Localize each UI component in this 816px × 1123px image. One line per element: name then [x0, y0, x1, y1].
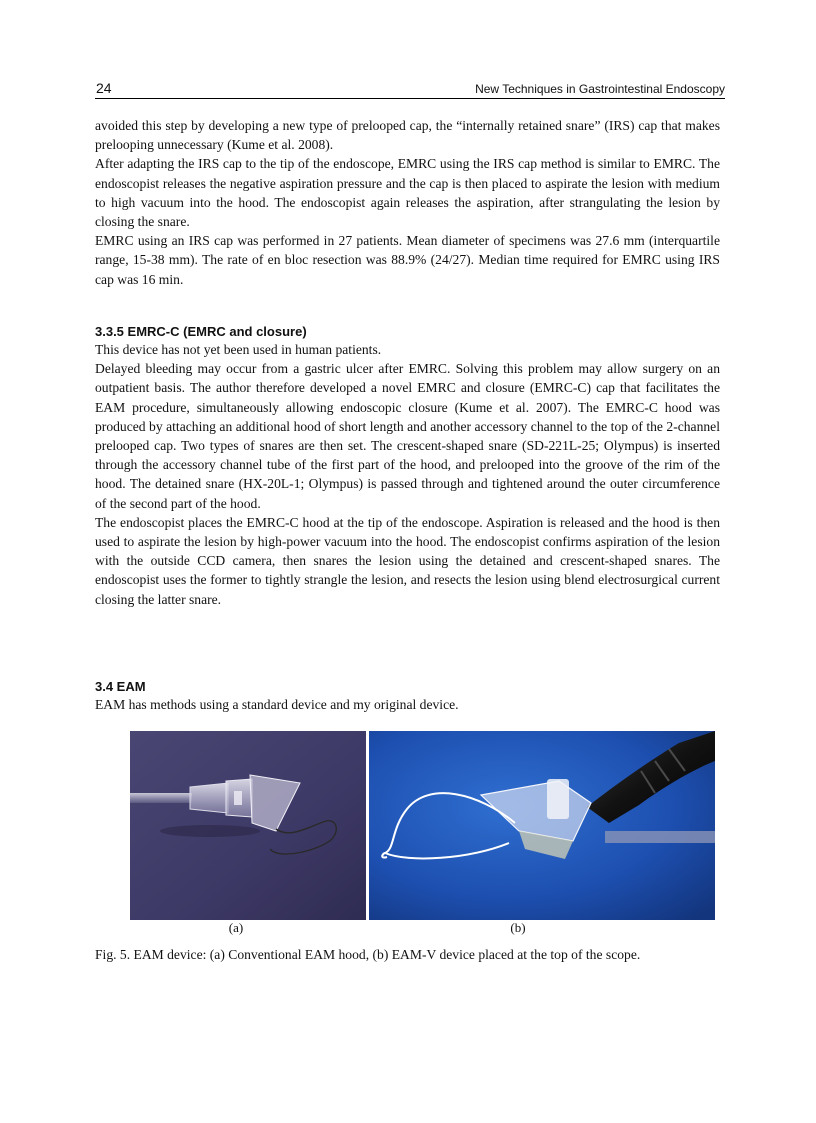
photo-eam-v-device [369, 731, 715, 920]
section-3-4 [95, 678, 720, 696]
running-title: New Techniques in Gastrointestinal Endoscopy [475, 82, 725, 96]
paragraph: EAM has methods using a standard device and my original device. [95, 697, 459, 712]
paragraph: This device has not yet been used in human patients. [95, 342, 382, 357]
paragraph: avoided this step by developing a new type of prelooped cap, the “internally retained snare” (IRS) cap that makes prelooping unnecessary (Kume et al. 2008). [95, 118, 720, 153]
paragraph: EMRC using an IRS cap was performed in 27 patients. Mean diameter of specimens was 27.6 mm (interquartile range, 15-38 mm). The rate of en bloc resection was 88.9% (24/27). Median time required for EMRC using IRS cap was 16 min. [95, 233, 720, 287]
section-heading: 3.3.5 EMRC-C (EMRC and closure) [95, 324, 307, 339]
eam-hood-image [130, 731, 366, 920]
irs-cap-text [95, 116, 720, 289]
running-header [95, 80, 725, 99]
emrc-c-text [95, 340, 720, 609]
eam-text [95, 695, 720, 714]
photo-conventional-eam-hood [130, 731, 366, 920]
page-number: 24 [96, 80, 112, 96]
section-3-3-5 [95, 323, 720, 341]
paragraph: Delayed bleeding may occur from a gastric ulcer after EMRC. Solving this problem may allow surgery on an outpatient basis. The author therefore developed a novel EMRC and closure (EMRC-C) cap that facilitates the EAM procedure, simultaneously allowing endoscopic closure (Kume et al. 2007). The EMRC-C hood was produced by attaching an additional hood of short length and another accessory channel to the top of the 2-channel prelooped cap. Two types of snares are then set. The crescent-shaped snare (SD-221L-25; Olympus) is inserted through the accessory channel tube of the first part of the hood, and prelooped into the groove of the rim of the hood. The detained snare (HX-20L-1; Olympus) is passed through and tightened around the outer circumference of the second part of the hood. [95, 361, 720, 511]
paragraph: The endoscopist places the EMRC-C hood at the tip of the endoscope. Aspiration is released and the hood is then used to aspirate the lesion by high-power vacuum into the hood. The endoscopist confirms aspiration of the lesion with the outside CCD camera, then snares the lesion using the detained and crescent-shaped snares. The endoscopist uses the former to tightly strangle the lesion, and resects the lesion using blend electrosurgical current closing the latter snare. [95, 514, 720, 607]
section-heading: 3.4 EAM [95, 679, 146, 694]
eam-v-device-image [369, 731, 715, 920]
figure-caption: Fig. 5. EAM device: (a) Conventional EAM hood, (b) EAM-V device placed at the top of the scope. [95, 947, 641, 962]
paragraph: After adapting the IRS cap to the tip of the endoscope, EMRC using the IRS cap method is similar to EMRC. The endoscopist releases the negative aspiration pressure and the cap is then placed to aspirate the lesion with medium to high vacuum into the hood. The endoscopist again releases the aspiration, after strangulating the lesion by closing the snare. [95, 156, 720, 230]
subcaption-a: (a) [228, 920, 244, 935]
subcaption-b: (b) [510, 920, 526, 935]
